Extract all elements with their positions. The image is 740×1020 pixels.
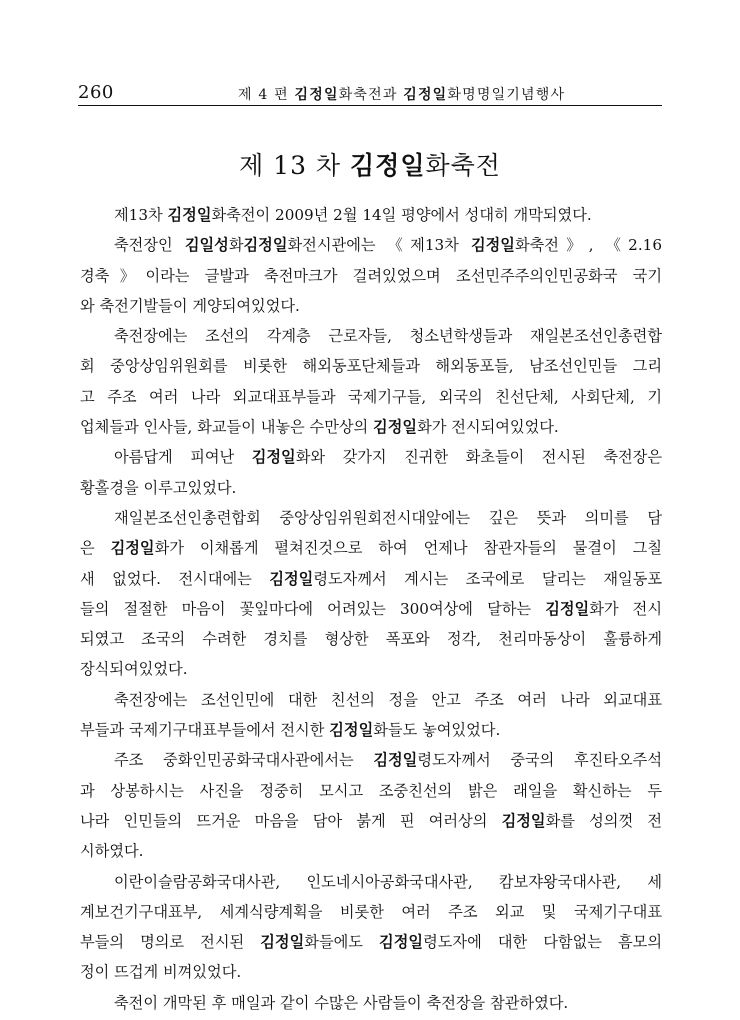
text-run: 황홀경을 이루고있었다. bbox=[80, 478, 237, 497]
text-line bbox=[80, 836, 662, 866]
text-run: 정이 뜨겁게 비껴있었다. bbox=[80, 963, 242, 982]
text-run: 은 bbox=[80, 539, 111, 558]
text-run: 령도자께서 계시는 조국에로 달리는 재일동포 bbox=[313, 569, 662, 588]
bold-name-text: 김정일 bbox=[110, 539, 155, 558]
bold-name-text: 김정일 bbox=[243, 236, 288, 255]
text-run: 축전장에는 조선의 각계층 근로자들, 청소년학생들과 재일본조선인총련합 bbox=[114, 327, 662, 346]
text-line bbox=[80, 867, 662, 897]
paragraph bbox=[80, 230, 662, 321]
text-run: 화축전》, 《2.16 bbox=[514, 236, 662, 255]
text-line bbox=[80, 806, 662, 836]
text-run: 재일본조선인총련합회 중앙상임위원회전시대앞에는 깊은 뜻과 의미를 담 bbox=[114, 508, 662, 527]
text-line bbox=[80, 927, 662, 957]
paragraph bbox=[80, 685, 662, 746]
text-run: 화들에도 bbox=[304, 933, 380, 952]
text-run: 들의 절절한 마음이 꽃잎마다에 어려있는 300여상에 달하는 bbox=[80, 599, 546, 618]
running-title bbox=[238, 84, 565, 104]
paragraph bbox=[80, 442, 662, 503]
text-line bbox=[80, 382, 662, 412]
text-line bbox=[80, 957, 662, 987]
text-line bbox=[80, 624, 662, 654]
bold-name-text: 김정일 bbox=[251, 448, 296, 467]
text-run: 경축》이라는 글발과 축전마크가 걸려있었으며 조선민주주의인민공화국 국기 bbox=[80, 266, 662, 285]
text-line bbox=[80, 988, 662, 1018]
text-run: 이란이슬람공화국대사관, 인도네시아공화국대사관, 캄보쟈왕국대사관, 세 bbox=[114, 872, 662, 891]
text-line bbox=[80, 776, 662, 806]
text-line bbox=[80, 533, 662, 563]
page-header bbox=[78, 80, 662, 106]
bold-name-text: 김정일 bbox=[373, 418, 418, 437]
text-run: 축전장에는 조선인민에 대한 친선의 정을 안고 주조 여러 나라 외교대표 bbox=[114, 690, 662, 709]
text-run: 새 없었다. 전시대에는 bbox=[80, 569, 270, 588]
text-line bbox=[80, 715, 662, 745]
text-line bbox=[80, 503, 662, 533]
text-run: 나라 인민들의 뜨거운 마음을 담아 붉게 핀 여러상의 bbox=[80, 811, 502, 830]
bold-name-text: 김정일 bbox=[350, 151, 426, 180]
text-line bbox=[80, 594, 662, 624]
bold-name-text: 김정일 bbox=[545, 599, 590, 618]
text-run: 부들과 국제기구대표부들에서 전시한 bbox=[80, 721, 330, 740]
text-run: 제 13 차 bbox=[239, 151, 351, 180]
bold-name-text: 김정일 bbox=[501, 811, 546, 830]
text-run: 되였고 조국의 수려한 경치를 형상한 폭포와 정각, 천리마동상이 훌륭하게 bbox=[80, 630, 662, 649]
text-run: 화명명일기념행사 bbox=[447, 87, 566, 103]
chapter-title bbox=[0, 146, 740, 182]
paragraph bbox=[80, 988, 662, 1018]
bold-name-text: 김정일 bbox=[269, 569, 314, 588]
text-run: 장식되여있었다. bbox=[80, 660, 188, 679]
text-run: 령도자께서 중국의 후진타오주석 bbox=[417, 751, 662, 770]
text-line bbox=[80, 685, 662, 715]
text-run: 고 주조 여러 나라 외교대표부들과 국제기구들, 외국의 친선단체, 사회단체, 기 bbox=[80, 387, 662, 406]
header-rule bbox=[78, 105, 662, 106]
text-run: 화를 성의껏 전 bbox=[545, 811, 662, 830]
text-run: 와 축전기발들이 게양되여있었다. bbox=[80, 296, 300, 315]
text-line bbox=[80, 291, 662, 321]
text-run: 화와 갖가지 진귀한 화초들이 전시된 축전장은 bbox=[295, 448, 663, 467]
paragraph bbox=[80, 200, 662, 230]
text-line bbox=[80, 745, 662, 775]
text-run: 부들의 명의로 전시된 bbox=[80, 933, 261, 952]
bold-name-text: 김정일 bbox=[294, 87, 339, 103]
text-run: 축전이 개막된 후 매일과 같이 수많은 사람들이 축전장을 참관하였다. bbox=[114, 993, 569, 1012]
bold-name-text: 김정일 bbox=[470, 236, 515, 255]
paragraph bbox=[80, 321, 662, 442]
text-run: 화축전 bbox=[425, 151, 501, 180]
text-line bbox=[80, 261, 662, 291]
text-line bbox=[80, 321, 662, 351]
text-run: 화가 이채롭게 펼쳐진것으로 하여 언제나 참관자들의 물결이 그칠 bbox=[154, 539, 663, 558]
paragraph bbox=[80, 867, 662, 988]
text-run: 령도자에 대한 다함없는 흠모의 bbox=[423, 933, 663, 952]
text-line bbox=[80, 351, 662, 381]
text-run: 계보건기구대표부, 세계식량계획을 비롯한 여러 주조 외교 및 국제기구대표 bbox=[80, 902, 662, 921]
body-text bbox=[80, 200, 662, 1018]
text-line bbox=[80, 654, 662, 684]
text-run: 제13차 bbox=[114, 206, 168, 224]
bold-name-text: 김정일 bbox=[329, 721, 374, 740]
text-line bbox=[80, 442, 662, 472]
text-run: 화가 전시되여있었다. bbox=[417, 418, 559, 437]
text-line bbox=[80, 473, 662, 503]
text-line bbox=[80, 897, 662, 927]
text-run: 업체들과 인사들, 화교들이 내놓은 수만상의 bbox=[80, 418, 374, 437]
text-run: 축전장인 bbox=[114, 236, 185, 255]
page-number: 260 bbox=[78, 82, 114, 103]
bold-name-text: 김정일 bbox=[379, 933, 424, 952]
bold-name-text: 김정일 bbox=[373, 751, 418, 770]
text-run: 화 bbox=[228, 236, 244, 255]
text-run: 회 중앙상임위원회를 비롯한 해외동포단체들과 해외동포들, 남조선인민들 그리 bbox=[80, 357, 662, 376]
text-line bbox=[80, 200, 662, 230]
text-run: 화가 전시 bbox=[589, 599, 662, 618]
text-run: 주조 중화인민공화국대사관에서는 bbox=[114, 751, 374, 770]
text-run: 화들도 놓여있었다. bbox=[373, 721, 501, 740]
text-line bbox=[80, 564, 662, 594]
text-run: 시하였다. bbox=[80, 842, 144, 861]
text-run: 과 상봉하시는 사진을 정중히 모시고 조중친선의 밝은 래일을 확신하는 두 bbox=[80, 781, 662, 800]
text-run: 제 4 편 bbox=[238, 87, 295, 103]
text-run: 화축전이 2009년 2월 14일 평양에서 성대히 개막되였다. bbox=[211, 206, 592, 224]
text-line bbox=[80, 230, 662, 260]
bold-name-text: 김일성 bbox=[184, 236, 229, 255]
bold-name-text: 김정일 bbox=[167, 206, 212, 224]
bold-name-text: 김정일 bbox=[403, 87, 448, 103]
text-run: 아름답게 피여난 bbox=[114, 448, 252, 467]
paragraph bbox=[80, 745, 662, 866]
text-run: 화전시관에는 《제13차 bbox=[287, 236, 471, 255]
text-run: 화축전과 bbox=[338, 87, 404, 103]
text-line bbox=[80, 412, 662, 442]
paragraph bbox=[80, 503, 662, 685]
bold-name-text: 김정일 bbox=[260, 933, 305, 952]
